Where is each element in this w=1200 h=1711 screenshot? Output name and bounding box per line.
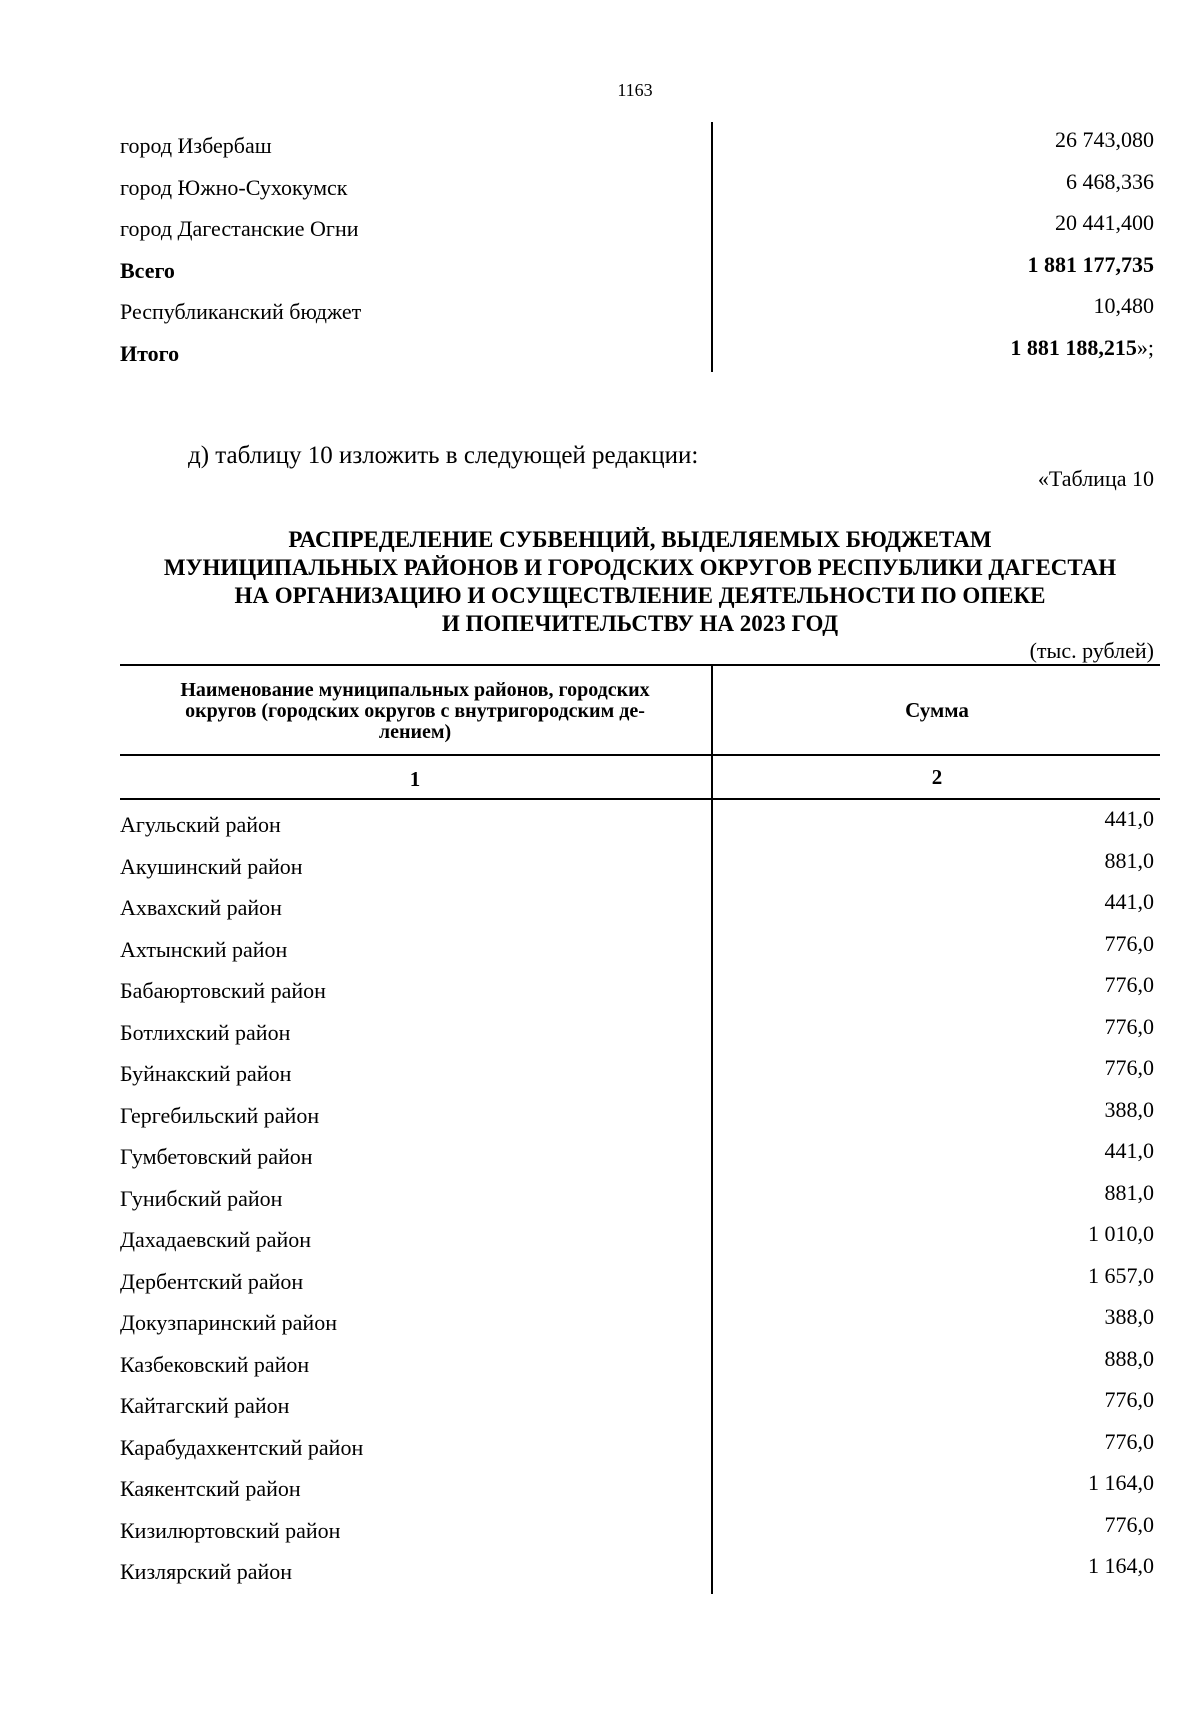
table-row <box>120 1096 1154 1135</box>
row-value <box>1105 1387 1155 1413</box>
unit-label: (тыс. рублей) <box>1029 638 1154 663</box>
table-row <box>120 806 1154 844</box>
row-name: Кизилюртовский район <box>120 1517 341 1543</box>
row-value-number: 776,0 <box>1104 1055 1154 1080</box>
header-line: лением) <box>378 721 452 743</box>
row-name: Акушинский район <box>120 853 303 879</box>
table-row <box>120 1055 1154 1093</box>
row-value <box>1105 1512 1155 1538</box>
row-value <box>1105 1014 1155 1040</box>
row-value <box>1105 848 1155 874</box>
table-label: «Таблица 10 <box>1037 466 1154 491</box>
table-row <box>120 930 1154 969</box>
row-name: Гунибский район <box>120 1185 283 1211</box>
row-name: Всего <box>120 257 175 283</box>
row-value <box>1094 293 1155 319</box>
title-line: РАСПРЕДЕЛЕНИЕ СУБВЕНЦИЙ, ВЫДЕЛЯЕМЫХ БЮДЖЕТАМ <box>288 527 992 552</box>
row-value <box>1088 1553 1154 1579</box>
row-value-number: 388,0 <box>1104 1096 1154 1122</box>
row-value-number: 26 743,080 <box>1055 127 1154 152</box>
table-row <box>120 972 1154 1010</box>
row-name: Агульский район <box>120 812 281 837</box>
row-value <box>1028 252 1155 278</box>
row-value <box>1105 889 1155 915</box>
table-row <box>120 1553 1154 1591</box>
row-value <box>1105 972 1155 998</box>
header-line: округов (городских округов с внутригородским де- <box>185 700 645 722</box>
row-value-number: 10,480 <box>1093 293 1154 318</box>
row-name: Гергебильский район <box>120 1102 320 1128</box>
row-value-number: 776,0 <box>1104 1511 1154 1537</box>
row-value-number: 776,0 <box>1104 930 1154 956</box>
table-row <box>120 1013 1154 1052</box>
row-value-number: 441,0 <box>1104 889 1154 914</box>
table-row <box>120 1387 1154 1425</box>
row-value <box>1105 1429 1155 1455</box>
table-title <box>100 526 1180 638</box>
table-row <box>120 1221 1154 1259</box>
column-header-name <box>120 680 710 743</box>
row-name: Ахвахский район <box>120 895 282 920</box>
instruction-text: д) таблицу 10 изложить в следующей редакции: <box>188 442 699 469</box>
table-row <box>120 1304 1154 1342</box>
table-row <box>120 1470 1154 1508</box>
row-name: Карабудахкентский район <box>120 1434 364 1460</box>
row-value <box>1105 1346 1155 1372</box>
row-name: Республиканский бюджет <box>120 299 362 324</box>
row-name: Ботлихский район <box>120 1019 291 1045</box>
row-value-number: 441,0 <box>1104 1138 1154 1163</box>
row-value-number: 1 657,0 <box>1088 1262 1154 1288</box>
row-value-number: 881,0 <box>1104 1179 1154 1205</box>
row-value <box>1088 1221 1154 1247</box>
table-top-border <box>120 664 1160 666</box>
row-name: Бабаюртовский район <box>120 978 326 1003</box>
row-name: город Дагестанские Огни <box>120 216 359 241</box>
table-row <box>120 1179 1154 1218</box>
row-value-number: 1 164,0 <box>1088 1553 1154 1578</box>
row-value <box>1055 127 1154 153</box>
row-name: город Южно-Сухокумск <box>120 174 348 200</box>
table-row <box>120 293 1154 331</box>
row-name: Казбековский район <box>120 1351 310 1377</box>
title-line: НА ОРГАНИЗАЦИЮ И ОСУЩЕСТВЛЕНИЕ ДЕЯТЕЛЬНОСТИ ПО ОПЕКЕ <box>234 583 1046 608</box>
row-value-number: 441,0 <box>1104 806 1154 831</box>
table-row <box>120 334 1154 373</box>
title-line: И ПОПЕЧИТЕЛЬСТВУ НА 2023 ГОД <box>441 611 839 636</box>
row-value <box>1105 1097 1155 1123</box>
row-value <box>1105 1304 1155 1330</box>
row-name: Буйнакский район <box>120 1061 292 1086</box>
row-name: Докузпаринский район <box>120 1310 337 1335</box>
row-value-number: 776,0 <box>1104 1387 1154 1412</box>
row-name: Гумбетовский район <box>120 1144 313 1169</box>
table-row <box>120 251 1154 290</box>
row-name: Дербентский район <box>120 1268 304 1294</box>
row-value-number: 1 881 188,215 <box>1010 334 1137 360</box>
row-value-number: 888,0 <box>1104 1345 1154 1371</box>
table-row <box>120 127 1154 165</box>
table-row <box>120 1138 1154 1176</box>
table-row <box>120 1511 1154 1550</box>
table-row <box>120 168 1154 207</box>
column-number: 1 <box>409 767 421 791</box>
row-value-number: 1 164,0 <box>1088 1470 1154 1495</box>
column-header-sum: Сумма <box>905 698 969 722</box>
row-value-number: 388,0 <box>1104 1304 1154 1329</box>
row-value <box>1066 169 1154 195</box>
row-value-suffix: »; <box>1136 334 1154 360</box>
row-value <box>1105 806 1155 832</box>
table-row <box>120 1345 1154 1384</box>
title-line: МУНИЦИПАЛЬНЫХ РАЙОНОВ И ГОРОДСКИХ ОКРУГОВ РЕСПУБЛИКИ ДАГЕСТАН <box>163 555 1117 580</box>
row-name: город Избербаш <box>120 133 272 158</box>
row-value-number: 776,0 <box>1104 972 1154 997</box>
header-line: Наименование муниципальных районов, городских <box>180 679 650 701</box>
row-name: Каякентский район <box>120 1476 301 1501</box>
row-value <box>1105 1180 1155 1206</box>
row-value <box>1105 931 1155 957</box>
row-value-number: 6 468,336 <box>1066 168 1154 194</box>
column-numbers-bottom-border <box>120 798 1160 800</box>
row-name: Кайтагский район <box>120 1393 290 1418</box>
row-value <box>1088 1263 1154 1289</box>
column-number: 2 <box>931 765 943 789</box>
table-row <box>120 889 1154 927</box>
row-name: Итого <box>120 340 180 366</box>
row-value-number: 1 010,0 <box>1088 1221 1154 1246</box>
page-number: 1163 <box>617 80 653 100</box>
table-row <box>120 847 1154 886</box>
row-value-number: 20 441,400 <box>1055 210 1154 235</box>
row-value-number: 881,0 <box>1104 847 1154 873</box>
row-value <box>1105 1055 1155 1081</box>
row-value <box>1088 1470 1154 1496</box>
table-row <box>120 1428 1154 1467</box>
table-row <box>120 210 1154 248</box>
row-name: Ахтынский район <box>120 936 288 962</box>
row-name: Кизлярский район <box>120 1559 293 1584</box>
row-value <box>1010 335 1154 361</box>
row-value <box>1055 210 1154 236</box>
row-name: Дахадаевский район <box>120 1227 312 1252</box>
row-value-number: 776,0 <box>1104 1013 1154 1039</box>
row-value-number: 776,0 <box>1104 1428 1154 1454</box>
table-row <box>120 1262 1154 1301</box>
row-value-number: 1 881 177,735 <box>1027 251 1154 277</box>
header-bottom-border <box>120 754 1160 756</box>
row-value <box>1105 1138 1155 1164</box>
